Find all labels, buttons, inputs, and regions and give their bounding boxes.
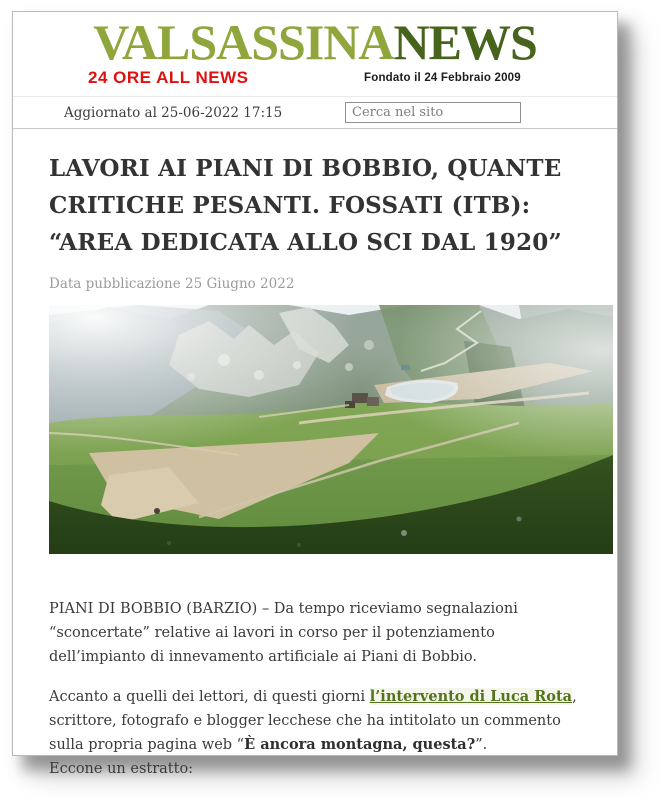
luca-rota-link[interactable]: l’intervento di Luca Rota — [369, 688, 573, 705]
article — [13, 150, 617, 781]
article-photo — [49, 305, 613, 554]
search-input[interactable] — [345, 102, 521, 123]
article-title: LAVORI AI PIANI DI BOBBIO, QUANTE CRITICHE PESANTI. FOSSATI (ITB): “AREA DEDICATA ALLO SCI DAL 1920” — [49, 155, 562, 256]
founded-date: Fondato il 24 Febbraio 2009 — [364, 72, 521, 84]
article-page-card — [12, 11, 618, 777]
site-logo-valsassina: VALSASSINA — [93, 14, 394, 70]
last-updated-text: Aggiornato al 25-06-2022 17:15 — [64, 104, 283, 121]
paragraph-2-text-before: Accanto a quelli dei lettori, di questi giorni — [49, 689, 370, 705]
header-subline — [13, 68, 617, 92]
site-tagline: 24 ORE ALL NEWS — [88, 68, 249, 87]
quote-bold: È ancora montagna, questa? — [244, 736, 476, 753]
site-header — [13, 12, 617, 97]
paragraph-2-text-end: ”. — [475, 737, 488, 753]
photo-haze-right — [49, 305, 613, 554]
publication-date: Data pubblicazione 25 Giugno 2022 — [49, 276, 295, 292]
toolbar — [13, 97, 617, 129]
site-logo-news: NEWS — [393, 14, 537, 70]
article-paragraph-2 — [49, 685, 581, 757]
article-paragraph-3: Eccone un estratto: — [49, 761, 194, 777]
article-paragraph-1: PIANI DI BOBBIO (BARZIO) – Da tempo riceviamo segnalazioni “sconcertate” relative ai lavori in corso per il potenziamento dell’impianto di innevamento artificiale ai Piani di Bobbio. — [49, 601, 518, 665]
mountain-photo-svg — [49, 305, 613, 554]
paragraph-2-text-mid: , scrittore, fotografo e blogger lecchese che ha intitolato un commento sulla propria pagina web “ — [49, 689, 577, 753]
site-logo[interactable] — [13, 14, 617, 70]
